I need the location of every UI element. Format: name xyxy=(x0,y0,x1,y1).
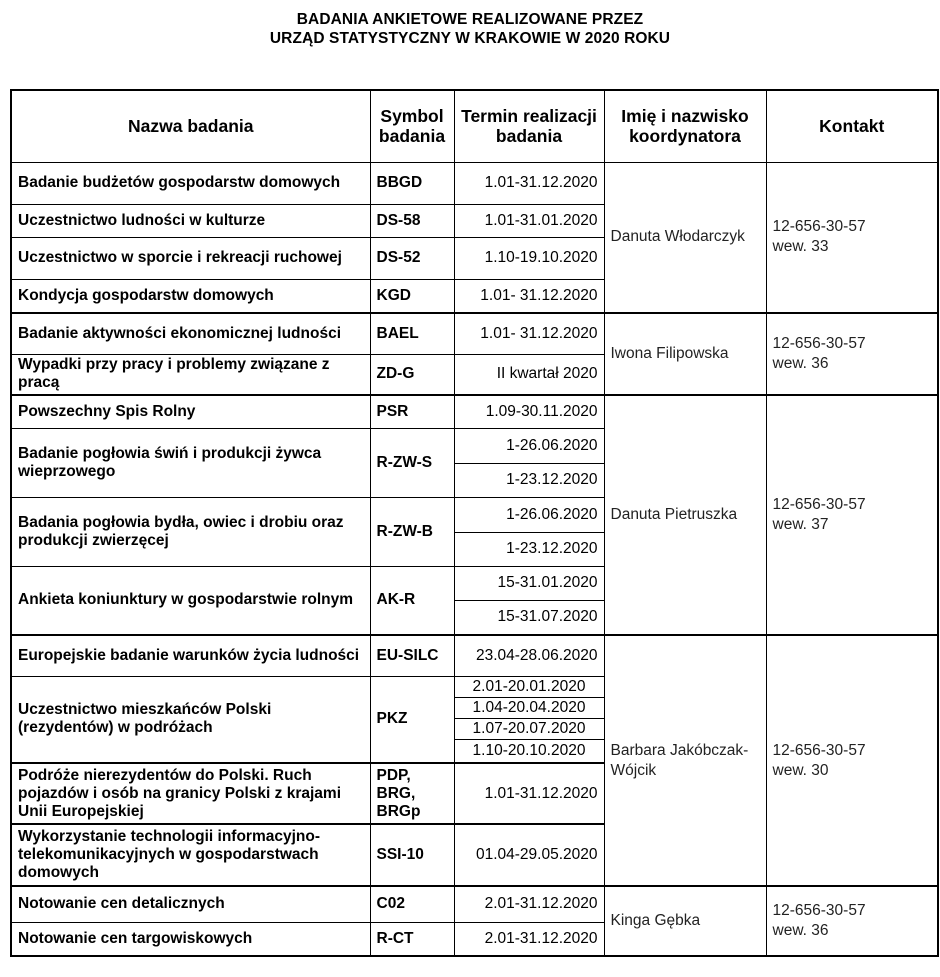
contact-ext: wew. 33 xyxy=(772,238,829,256)
survey-name: Powszechny Spis Rolny xyxy=(11,395,370,428)
title-line-1: BADANIA ANKIETOWE REALIZOWANE PRZEZ xyxy=(296,11,644,28)
survey-symbol: BBGD xyxy=(370,162,454,204)
survey-date: 01.04-29.05.2020 xyxy=(454,824,604,886)
table-row xyxy=(11,635,938,676)
survey-date: 1.01- 31.12.2020 xyxy=(454,279,604,313)
header-name: Nazwa badania xyxy=(11,90,370,162)
survey-date: 1.04-20.04.2020 xyxy=(454,697,604,718)
survey-date: 23.04-28.06.2020 xyxy=(454,635,604,676)
survey-name: Badania pogłowia bydła, owiec i drobiu oraz produkcji zwierzęcej xyxy=(11,497,370,566)
survey-symbol: DS-52 xyxy=(370,237,454,279)
table-row xyxy=(11,313,938,354)
survey-date: 1.09-30.11.2020 xyxy=(454,395,604,428)
coordinator-contact xyxy=(766,313,938,395)
survey-symbol: DS-58 xyxy=(370,204,454,237)
table-row xyxy=(11,395,938,428)
coordinator-name: Danuta Pietruszka xyxy=(604,395,766,635)
table-row xyxy=(11,162,938,204)
survey-symbol: BAEL xyxy=(370,313,454,354)
header-contact: Kontakt xyxy=(766,90,938,162)
survey-date: 1.10-20.10.2020 xyxy=(454,739,604,763)
coordinator-name: Iwona Filipowska xyxy=(604,313,766,395)
survey-name: Badanie budżetów gospodarstw domowych xyxy=(11,162,370,204)
survey-date: 1.01-31.12.2020 xyxy=(454,763,604,824)
survey-name: Uczestnictwo ludności w kulturze xyxy=(11,204,370,237)
survey-date: 2.01-20.01.2020 xyxy=(454,676,604,697)
survey-symbol: R-CT xyxy=(370,922,454,956)
survey-date: 1-26.06.2020 xyxy=(454,497,604,532)
survey-date: 1.01- 31.12.2020 xyxy=(454,313,604,354)
table-row xyxy=(11,886,938,922)
header-term: Termin realizacji badania xyxy=(454,90,604,162)
survey-symbol: R-ZW-B xyxy=(370,497,454,566)
survey-name: Uczestnictwo mieszkańców Polski (rezydentów) w podróżach xyxy=(11,676,370,763)
survey-date: 15-31.07.2020 xyxy=(454,600,604,635)
survey-date: 1-26.06.2020 xyxy=(454,428,604,463)
contact-ext: wew. 36 xyxy=(772,922,829,939)
survey-name: Badanie aktywności ekonomicznej ludności xyxy=(11,313,370,354)
survey-symbol: R-ZW-S xyxy=(370,428,454,497)
contact-phone: 12-656-30-57 xyxy=(772,741,866,759)
survey-symbol: AK-R xyxy=(370,566,454,635)
contact-phone: 12-656-30-57 xyxy=(772,902,866,919)
survey-date: 1-23.12.2020 xyxy=(454,463,604,497)
coordinator-contact xyxy=(766,395,938,635)
header-coordinator: Imię i nazwisko koordynatora xyxy=(604,90,766,162)
survey-symbol: SSI-10 xyxy=(370,824,454,886)
survey-symbol: PSR xyxy=(370,395,454,428)
survey-name: Badanie pogłowia świń i produkcji żywca wieprzowego xyxy=(11,428,370,497)
survey-date: 15-31.01.2020 xyxy=(454,566,604,600)
coordinator-contact xyxy=(766,886,938,956)
survey-name: Notowanie cen detalicznych xyxy=(11,886,370,922)
survey-name: Wykorzystanie technologii informacyjno-telekomunikacyjnych w gospodarstwach domowych xyxy=(11,824,370,886)
survey-date: 2.01-31.12.2020 xyxy=(454,922,604,956)
survey-name: Podróże nierezydentów do Polski. Ruch pojazdów i osób na granicy Polski z krajami Unii Europejskiej xyxy=(11,763,370,824)
contact-phone: 12-656-30-57 xyxy=(772,335,866,352)
document-title xyxy=(0,0,940,48)
coordinator-name: Barbara Jakóbczak-Wójcik xyxy=(604,635,766,886)
survey-symbol: PKZ xyxy=(370,676,454,763)
contact-ext: wew. 37 xyxy=(772,516,829,533)
contact-phone: 12-656-30-57 xyxy=(772,218,866,236)
survey-symbol: PDP, BRG, BRGp xyxy=(370,763,454,824)
contact-phone: 12-656-30-57 xyxy=(772,496,866,513)
survey-symbol: C02 xyxy=(370,886,454,922)
survey-name: Ankieta koniunktury w gospodarstwie rolnym xyxy=(11,566,370,635)
survey-date: 1.10-19.10.2020 xyxy=(454,237,604,279)
contact-ext: wew. 36 xyxy=(772,355,829,372)
survey-name: Wypadki przy pracy i problemy związane z pracą xyxy=(11,354,370,395)
survey-date: 2.01-31.12.2020 xyxy=(454,886,604,922)
contact-ext: wew. 30 xyxy=(772,761,829,779)
title-line-2: URZĄD STATYSTYCZNY W KRAKOWIE W 2020 ROKU xyxy=(269,30,671,47)
survey-date: II kwartał 2020 xyxy=(454,354,604,395)
coordinator-contact xyxy=(766,635,938,886)
survey-name: Uczestnictwo w sporcie i rekreacji ruchowej xyxy=(11,237,370,279)
coordinator-name: Kinga Gębka xyxy=(604,886,766,956)
survey-symbol: EU-SILC xyxy=(370,635,454,676)
survey-symbol: ZD-G xyxy=(370,354,454,395)
surveys-table xyxy=(10,89,939,957)
survey-date: 1-23.12.2020 xyxy=(454,532,604,566)
coordinator-contact xyxy=(766,162,938,313)
survey-date: 1.07-20.07.2020 xyxy=(454,718,604,739)
survey-name: Notowanie cen targowiskowych xyxy=(11,922,370,956)
header-symbol: Symbol badania xyxy=(370,90,454,162)
survey-date: 1.01-31.12.2020 xyxy=(454,162,604,204)
survey-symbol: KGD xyxy=(370,279,454,313)
survey-name: Europejskie badanie warunków życia ludności xyxy=(11,635,370,676)
survey-date: 1.01-31.01.2020 xyxy=(454,204,604,237)
coordinator-name: Danuta Włodarczyk xyxy=(604,162,766,313)
header-row xyxy=(11,90,938,162)
survey-name: Kondycja gospodarstw domowych xyxy=(11,279,370,313)
